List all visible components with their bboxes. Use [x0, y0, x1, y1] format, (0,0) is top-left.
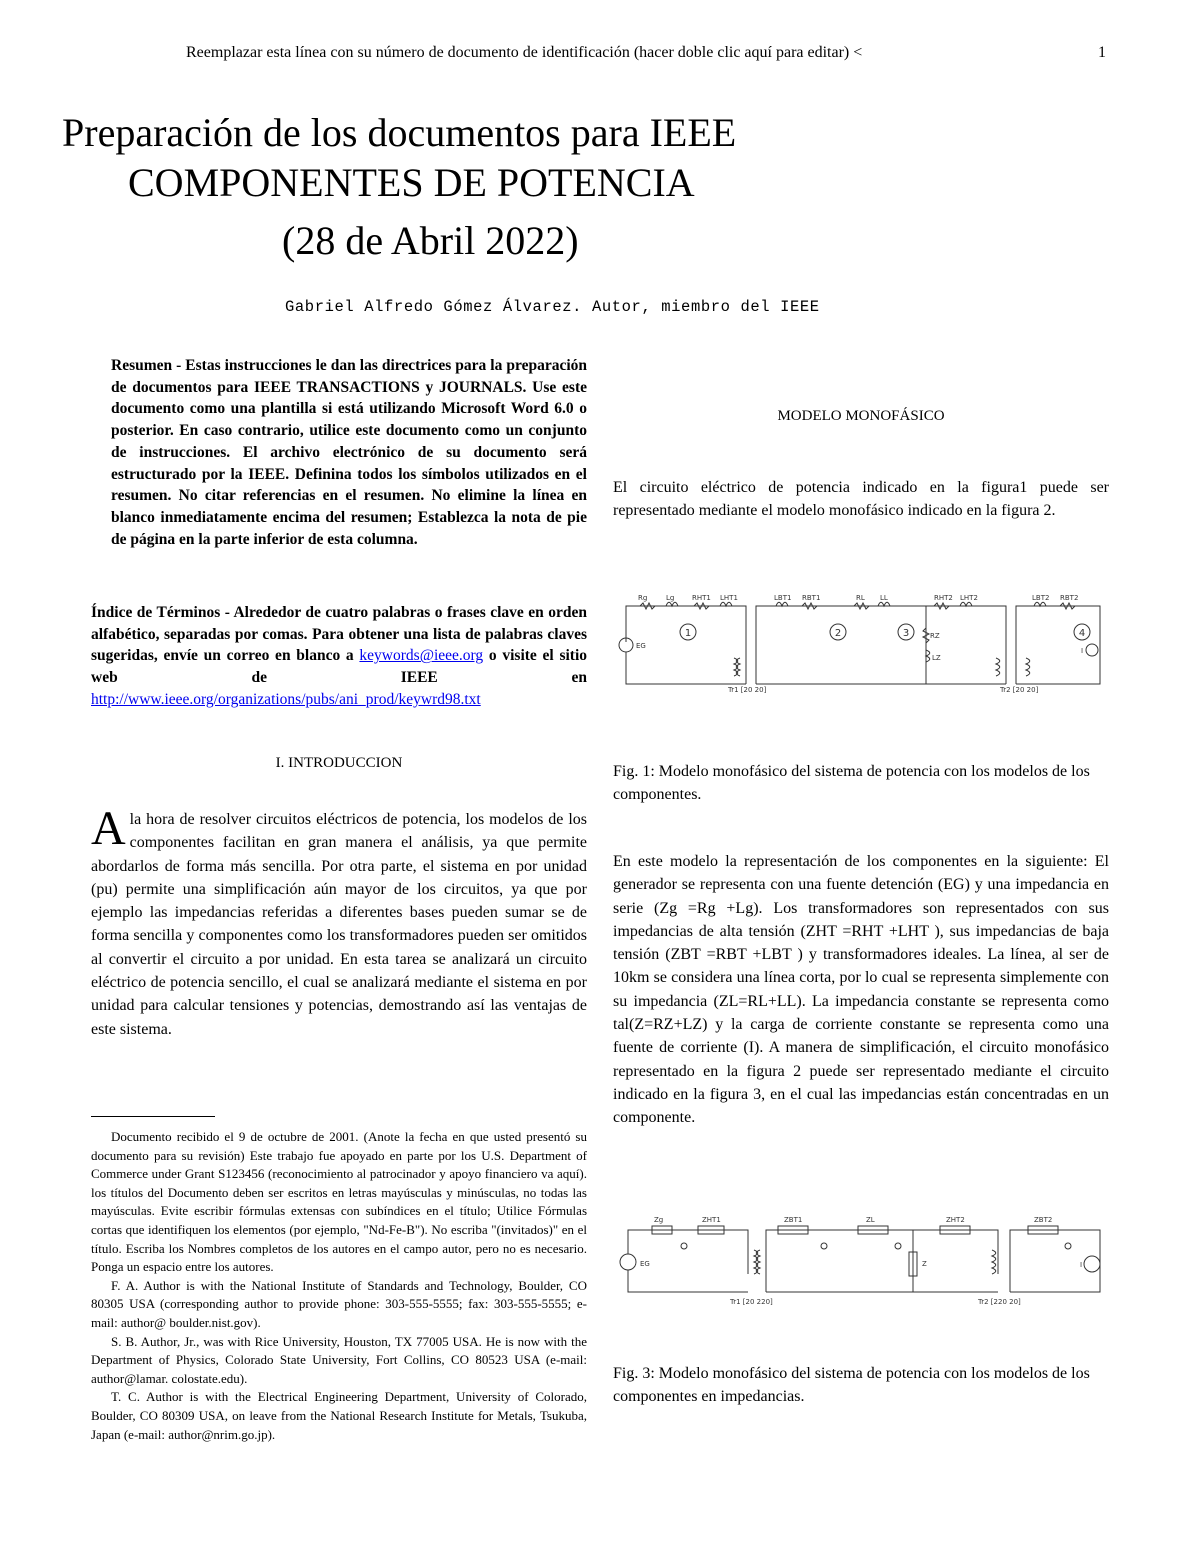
- label-zl: ZL: [866, 1216, 875, 1224]
- abstract-text: Resumen - Estas instrucciones le dan las directrices para la preparación de documentos para IEEE TRANSACTIONS y JOURNALS. Use este documento como una plantilla si está utilizando Microsoft Word 6.0 o posterior. En caso contrario, utilice este documento como un conjunto de instrucciones. El archivo electrónico de su documento será estructurado por la IEEE. Definina todos los símbolos utilizados en el resumen. No citar referencias en el resumen. No elimine la línea en blanco inmediatamente encima del resumen; Establezca la nota de pie de página en la parte inferior de esta columna.: [111, 357, 587, 548]
- label-rg: Rg: [638, 594, 648, 602]
- keywords-url-link[interactable]: http://www.ieee.org/organizations/pubs/ani_prod/keywrd98.txt: [91, 690, 481, 708]
- label-lht2: LHT2: [960, 594, 978, 602]
- figure-3-circuit: [618, 1210, 1110, 1310]
- label-zbt2: ZBT2: [1034, 1216, 1053, 1224]
- intro-paragraph: [91, 802, 587, 1041]
- intro-text: la hora de resolver circuitos eléctricos de potencia, los modelos de los componentes facilitan en gran manera el análisis, ya que permite abordarlos de forma más sencilla. Por otra parte, el sistema en por unidad (pu) permite una simplificación aún mayor de los circuitos, ya que por ejemplo las impedancias referidas a diferentes bases pueden sumar se de forma sencilla y componentes como los transformadores pueden ser omitidos al convertir el circuito a por unidad. En esta tarea se analizará un circuito eléctrico de potencia sencillo, el cual se analizará mediante el sistema en por unidad para calcular tensiones y potencias, demostrando así las ventajas de este sistema.: [91, 811, 587, 1038]
- index-terms-middle: o visite el sitio web de IEEE en: [91, 647, 588, 687]
- label-eg: EG: [636, 642, 646, 650]
- label-rz: RZ: [930, 632, 940, 640]
- label-eg: EG: [640, 1260, 650, 1268]
- footnote-4: T. C. Author is with the Electrical Engineering Department, University of Colorado, Boulder, CO 80309 USA, on leave from the National Research Institute for Metals, Tsukuba, Japan (e-mail: author@nrim.go.jp).: [91, 1389, 587, 1442]
- index-terms: [91, 602, 587, 711]
- label-tr2: Tr2 [20 20]: [1000, 686, 1039, 694]
- label-rht2: RHT2: [934, 594, 953, 602]
- page-number: 1: [1098, 44, 1106, 61]
- label-zht2: ZHT2: [946, 1216, 965, 1224]
- label-rbt2: RBT2: [1060, 594, 1079, 602]
- drop-cap: A: [91, 802, 126, 855]
- paragraph-figure-ref: El circuito eléctrico de potencia indicado en la figura1 puede ser representado mediante el modelo monofásico indicado en la figura 2.: [613, 479, 1109, 520]
- label-zbt1: ZBT1: [784, 1216, 803, 1224]
- label-i: I: [1081, 647, 1084, 655]
- label-lht1: LHT1: [720, 594, 738, 602]
- footnote-divider: [91, 1116, 215, 1117]
- label-z: Z: [922, 1260, 927, 1268]
- section-heading-intro: I. INTRODUCCION: [275, 755, 403, 771]
- abstract: [91, 355, 587, 550]
- section-heading-monofasico: MODELO MONOFÁSICO: [777, 408, 945, 424]
- author-line: Gabriel Alfredo Gómez Álvarez. Autor, miembro del IEEE: [285, 298, 820, 316]
- paragraph-model-description: En este modelo la representación de los componentes en la siguiente: El generador se representa con una fuente detención (EG) y una impedancia en serie (Zg =Rg +Lg). Los transformadores son representados con sus impedancias de alta tensión (ZHT =RHT +LHT ), sus impedancias de baja tensión (ZBT =RBT +LBT ) y transformadores ideales. La línea, al ser de 10km se considera una línea corta, por lo cual se representa simplemente con su impedancia (ZL=RL+LL). La impedancia constante se representa como tal(Z=RZ+LZ) y la carga de corriente constante se representa como una fuente de corriente (I). A manera de simplificación, el circuito monofásico representado en la figura 2 puede ser representado mediante el circuito indicado en la figura 3, en el cual las impedancias están concentradas en un componente.: [613, 853, 1109, 1127]
- label-ll: LL: [880, 594, 888, 602]
- header-text: Reemplazar esta línea con su número de documento de identificación (hacer doble clic aquí para editar) <: [186, 44, 863, 61]
- label-tr2: Tr2 [220 20]: [978, 1298, 1021, 1306]
- node-2: 2: [834, 628, 842, 639]
- label-lbt1: LBT1: [774, 594, 792, 602]
- label-lbt2: LBT2: [1032, 594, 1050, 602]
- footnote-1: Documento recibido el 9 de octubre de 2001. (Anote la fecha en que usted presentó su documento para su revisión) Este trabajo fue apoyado en parte por los U.S. Department of Commerce under Grant S123456 (reconocimiento al patrocinador y apoyo financiero va aquí). los títulos del Documento deben ser escritos en letras mayúsculas y minúsculas, no todas las mayúsculas. Evite escribir fórmulas extensas con subíndices en el título; Utilice Fórmulas cortas que identifiquen los elementos (por ejemplo, "Nd-Fe-B"). No escriba "(invitados)" en el título. Escriba los Nombres completos de los autores en el campo autor, pero no es necesario. Ponga un espacio entre los autores.: [91, 1129, 587, 1275]
- title-line-2: COMPONENTES DE POTENCIA: [128, 160, 695, 205]
- footnote-2: F. A. Author is with the National Institute of Standards and Technology, Boulder, CO 80305 USA (corresponding author to provide phone: 303-555-5555; fax: 303-555-5555; e-mail: author@ boulder.nist.gov).: [91, 1277, 587, 1330]
- label-rht1: RHT1: [692, 594, 711, 602]
- footnote-3: S. B. Author, Jr., was with Rice University, Houston, TX 77005 USA. He is now with the Department of Physics, Colorado State University, Fort Collins, CO 80523 USA (e-mail: author@lamar. colostate.edu).: [91, 1333, 587, 1386]
- figure-3-caption: Fig. 3: Modelo monofásico del sistema de potencia con los modelos de los componentes en impedancias.: [613, 1365, 1090, 1406]
- label-tr1: Tr1 [20 220]: [730, 1298, 773, 1306]
- label-i: I: [1080, 1261, 1083, 1269]
- node-3: 3: [902, 628, 910, 639]
- node-4: 4: [1078, 628, 1086, 639]
- label-lz: LZ: [932, 654, 941, 662]
- label-lg: Lg: [666, 594, 675, 602]
- label-tr1: Tr1 [20 20]: [728, 686, 767, 694]
- label-zht1: ZHT1: [702, 1216, 721, 1224]
- figure-1-circuit: [616, 592, 1110, 696]
- index-terms-text: Índice de Términos - Alrededor de cuatro palabras o frases clave en orden alfabético, separadas por comas. Para obtener una lista de palabras claves sugeridas, envíe un correo en blanco a: [91, 604, 587, 665]
- label-zg: Zg: [654, 1216, 664, 1224]
- figure-1-caption: Fig. 1: Modelo monofásico del sistema de potencia con los modelos de los componentes.: [613, 763, 1090, 804]
- title-line-3: (28 de Abril 2022): [282, 218, 579, 263]
- node-1: 1: [684, 628, 692, 639]
- keywords-email-link[interactable]: keywords@ieee.org: [359, 647, 484, 665]
- title-line-1: Preparación de los documentos para IEEE: [62, 110, 737, 155]
- label-rl: RL: [856, 594, 865, 602]
- label-rbt1: RBT1: [802, 594, 821, 602]
- footnotes: [91, 1128, 587, 1444]
